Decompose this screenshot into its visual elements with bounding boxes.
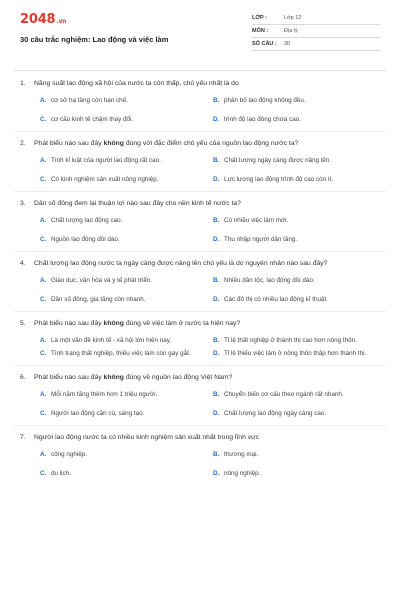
- question-text: [20, 433, 380, 443]
- answer-option[interactable]: [213, 336, 380, 345]
- option-text: Chất lượng lao động cao.: [51, 217, 123, 224]
- question-number: 3.: [20, 200, 26, 207]
- question-number: 1.: [20, 80, 26, 87]
- question-block: [0, 132, 400, 191]
- question-body: [34, 259, 380, 269]
- option-text: Dân số đông, gia tăng còn nhanh.: [51, 296, 146, 303]
- option-letter: A.: [40, 451, 47, 458]
- answer-options: [40, 96, 380, 124]
- meta-row-grade: [252, 12, 380, 25]
- question-prefix: Phát biểu nào sau đây: [34, 320, 104, 327]
- answer-option[interactable]: [40, 349, 213, 358]
- answer-option[interactable]: [213, 295, 380, 304]
- option-letter: C.: [40, 116, 47, 123]
- question-block: [0, 76, 400, 131]
- option-letter: B.: [213, 337, 220, 344]
- option-text: Tỉ lệ thiếu việc làm ở nông thôn thấp hơn thành thị.: [224, 350, 367, 357]
- answer-option[interactable]: [40, 336, 213, 345]
- answer-options: [40, 156, 380, 184]
- answer-options: [40, 336, 380, 358]
- question-suffix: đúng về nguồn lao động Việt Nam?: [123, 374, 233, 381]
- option-text: nông nghiệp.: [224, 470, 261, 477]
- question-text: [20, 259, 380, 269]
- question-emphasis: không: [103, 374, 124, 381]
- option-text: cơ cấu kinh tế chậm thay đổi.: [51, 116, 134, 123]
- option-text: trình độ lao động chưa cao.: [224, 116, 302, 123]
- option-text: Là một vấn đề kinh tế - xã hội lớn hiện nay.: [51, 337, 172, 344]
- page-header: [0, 0, 400, 64]
- option-text: Chất lượng lao động ngày càng cao.: [224, 410, 327, 417]
- question-number: 7.: [20, 434, 26, 441]
- answer-option[interactable]: [213, 276, 380, 285]
- answer-options: [40, 216, 380, 244]
- option-letter: D.: [213, 296, 220, 303]
- question-block: [0, 192, 400, 251]
- answer-option[interactable]: [213, 390, 380, 399]
- question-text: [20, 79, 380, 89]
- option-text: thương mại.: [224, 451, 259, 458]
- question-prefix: Năng suất lao động xã hội của nước ta còn thấp, chủ yếu nhất là do: [34, 80, 239, 87]
- question-emphasis: không: [103, 140, 124, 147]
- option-text: Tình trạng thất nghiệp, thiếu việc làm còn gay gắt.: [51, 350, 191, 357]
- meta-row-count: [252, 38, 380, 51]
- answer-option[interactable]: [213, 469, 380, 478]
- option-letter: C.: [40, 236, 47, 243]
- option-text: Các đô thị có nhiều lao động kĩ thuật.: [224, 296, 328, 303]
- answer-option[interactable]: [40, 216, 213, 225]
- answer-option[interactable]: [40, 409, 213, 418]
- option-letter: C.: [40, 350, 47, 357]
- option-letter: A.: [40, 337, 47, 344]
- option-text: công nghiệp.: [51, 451, 88, 458]
- option-letter: D.: [213, 236, 220, 243]
- answer-option[interactable]: [40, 156, 213, 165]
- answer-option[interactable]: [213, 349, 380, 358]
- question-prefix: Chất lượng lao động nước ta ngày càng được nâng lên chủ yếu là do nguyên nhân nào sau đây?: [34, 260, 328, 267]
- question-body: [34, 319, 380, 329]
- option-letter: B.: [213, 217, 220, 224]
- answer-option[interactable]: [213, 450, 380, 459]
- site-logo[interactable]: 2048.vn: [20, 12, 67, 27]
- option-text: Chất lượng ngày càng được nâng lên.: [224, 157, 332, 164]
- answer-option[interactable]: [40, 115, 213, 124]
- option-letter: B.: [213, 391, 220, 398]
- header-divider: [14, 70, 386, 71]
- option-letter: C.: [40, 176, 47, 183]
- option-letter: B.: [213, 97, 220, 104]
- question-body: [34, 433, 380, 443]
- option-text: Có kinh nghiệm sản xuất nông nghiệp.: [51, 176, 159, 183]
- option-letter: B.: [213, 277, 220, 284]
- meta-value: Lớp 12: [284, 15, 302, 21]
- option-text: Tính kỉ luật của người lao động rất cao.: [51, 157, 161, 164]
- answer-option[interactable]: [40, 390, 213, 399]
- option-text: Người lao động cần cù, sáng tạo.: [51, 410, 145, 417]
- question-body: [34, 199, 380, 209]
- option-letter: C.: [40, 410, 47, 417]
- question-text: [20, 199, 380, 209]
- meta-key: LỚP :: [252, 15, 267, 21]
- question-prefix: Phát biểu nào sau đây: [34, 374, 104, 381]
- question-emphasis: không: [103, 320, 124, 327]
- question-body: [34, 373, 380, 383]
- question-prefix: Người lao động nước ta có nhiều kinh nghiệm sản xuất nhất trong lĩnh vực: [34, 434, 260, 441]
- option-letter: B.: [213, 157, 220, 164]
- question-block: [0, 426, 400, 485]
- option-letter: A.: [40, 97, 47, 104]
- option-text: du lịch.: [51, 470, 71, 477]
- question-text: [20, 319, 380, 329]
- answer-options: [40, 450, 380, 478]
- answer-option[interactable]: [213, 156, 380, 165]
- option-letter: D.: [213, 176, 220, 183]
- option-text: Giáo dục, văn hóa và y tế phát triển.: [51, 277, 153, 284]
- question-text: [20, 373, 380, 383]
- option-letter: A.: [40, 157, 47, 164]
- answer-option[interactable]: [40, 450, 213, 459]
- question-text: [20, 139, 380, 149]
- answer-option[interactable]: [40, 469, 213, 478]
- answer-option[interactable]: [213, 235, 380, 244]
- option-letter: D.: [213, 470, 220, 477]
- question-number: 4.: [20, 260, 26, 267]
- question-block: [0, 366, 400, 425]
- question-list: [0, 76, 400, 485]
- option-text: Thu nhập người dân tăng.: [224, 236, 298, 243]
- answer-option[interactable]: [213, 175, 380, 184]
- option-letter: D.: [213, 410, 220, 417]
- option-text: Chuyển biến cơ cấu theo ngành rất nhanh.: [224, 391, 344, 398]
- page-title: 30 câu trắc nghiệm: Lao động và việc làm: [20, 35, 169, 44]
- option-text: Mỗi năm tăng thêm hơn 1 triệu người.: [51, 391, 158, 398]
- meta-value: Địa lý: [284, 28, 298, 34]
- question-body: [34, 139, 380, 149]
- question-body: [34, 79, 380, 89]
- question-block: [0, 252, 400, 311]
- answer-option[interactable]: [213, 216, 380, 225]
- option-text: Có nhiều việc làm mới.: [224, 217, 289, 224]
- question-number: 2.: [20, 140, 26, 147]
- answer-option[interactable]: [213, 96, 380, 105]
- meta-key: MÔN :: [252, 28, 269, 34]
- meta-value: 30: [284, 41, 291, 47]
- question-block: [0, 312, 400, 365]
- question-suffix: đúng với đặc điểm chủ yếu của nguồn lao động nước ta?: [123, 140, 299, 147]
- option-text: Nguồn lao động dồi dào.: [51, 236, 120, 243]
- meta-key: SỐ CÂU :: [252, 41, 277, 47]
- option-letter: D.: [213, 350, 220, 357]
- option-text: cơ sở hạ tầng còn hạn chế.: [51, 97, 128, 104]
- option-letter: A.: [40, 277, 47, 284]
- option-text: Tỉ lệ thất nghiệp ở thành thị cao hơn nông thôn.: [224, 337, 357, 344]
- option-letter: A.: [40, 391, 47, 398]
- answer-option[interactable]: [40, 276, 213, 285]
- answer-options: [40, 390, 380, 418]
- question-number: 5.: [20, 320, 26, 327]
- answer-option[interactable]: [213, 115, 380, 124]
- option-letter: B.: [213, 451, 220, 458]
- answer-option[interactable]: [40, 175, 213, 184]
- option-letter: D.: [213, 116, 220, 123]
- question-number: 6.: [20, 374, 26, 381]
- option-text: Lực lượng lao động trình độ cao còn ít.: [224, 176, 334, 183]
- question-prefix: Dân số đông đem lại thuận lợi nào sau đây cho nền kinh tế nước ta?: [34, 200, 241, 207]
- answer-option[interactable]: [213, 409, 380, 418]
- option-text: Nhiều dân tộc, lao động dồi dào.: [224, 277, 315, 284]
- option-letter: A.: [40, 217, 47, 224]
- option-letter: C.: [40, 470, 47, 477]
- question-prefix: Phát biểu nào sau đây: [34, 140, 104, 147]
- answer-options: [40, 276, 380, 304]
- answer-option[interactable]: [40, 295, 213, 304]
- meta-row-subject: [252, 25, 380, 38]
- option-text: phân bố lao động không đều.: [224, 97, 306, 104]
- answer-option[interactable]: [40, 235, 213, 244]
- option-letter: C.: [40, 296, 47, 303]
- answer-option[interactable]: [40, 96, 213, 105]
- question-suffix: đúng về việc làm ở nước ta hiện nay?: [123, 320, 241, 327]
- quiz-meta: [252, 12, 380, 51]
